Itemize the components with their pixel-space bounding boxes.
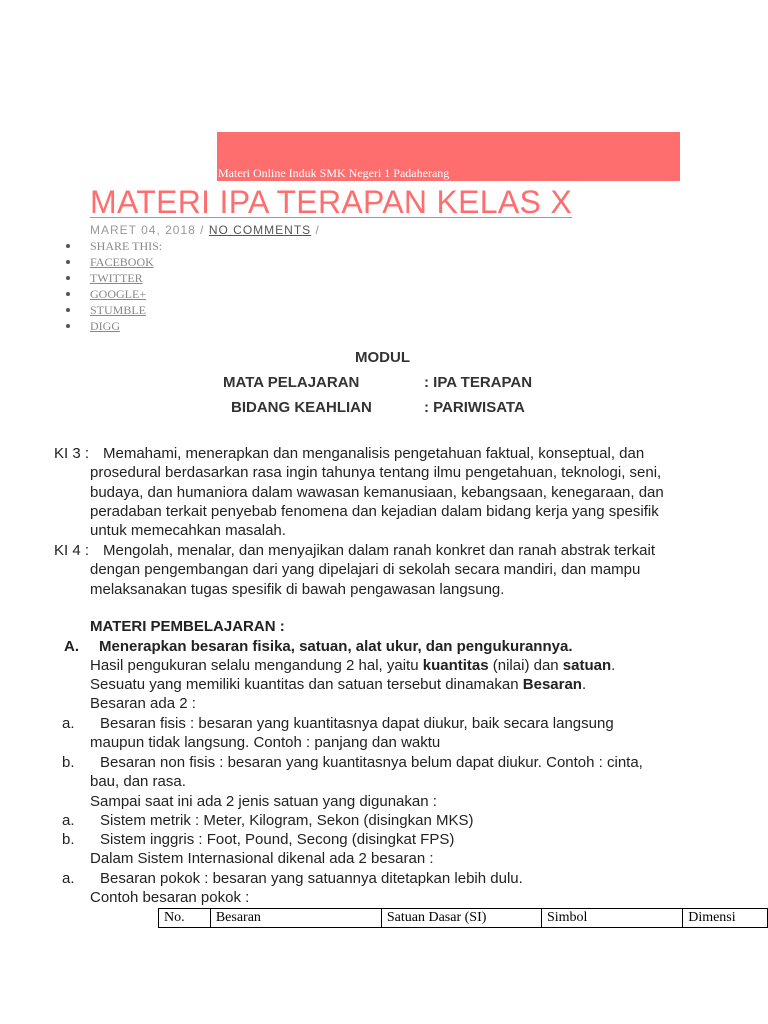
ki4-text: Mengolah, menalar, dan menyajikan dalam ranah konkret dan ranah abstrak terkait dengan pengembangan dari yang dipelajari di sekolah secara mandiri, dan mampu melaksanakan tugas spesifik di bawah pengawasan langsung.	[90, 542, 655, 598]
table-header-simbol: Simbol	[541, 909, 682, 928]
besaran-paragraph: Sesuatu yang memiliki kuantitas dan satuan tersebut dinamakan Besaran.	[90, 676, 587, 693]
share-twitter[interactable]	[62, 270, 162, 286]
meta-separator: /	[195, 223, 209, 237]
materi-heading: MATERI PEMBELAJARAN :	[90, 618, 285, 635]
share-digg[interactable]	[62, 318, 162, 334]
list-marker: a.	[62, 870, 75, 887]
share-facebook[interactable]	[62, 254, 162, 270]
meta-separator-end: /	[311, 223, 320, 237]
list-item-besaran-pokok: Besaran pokok : besaran yang satuannya ditetapkan lebih dulu.	[100, 870, 523, 887]
ki3-text: Memahami, menerapkan dan menganalisis pengetahuan faktual, konseptual, dan prosedural berdasarkan rasa ingin tahunya tentang ilmu pengetahuan, teknologi, seni, budaya, dan humaniora dalam wawasan kemanusiaan, kebangsaan, kenegaraan, dan peradaban terkait penyebab fenomena dan kejadian dalam bidang kerja yang spesifik untuk memecahkan masalah.	[90, 445, 664, 540]
share-list	[62, 238, 162, 334]
digg-link[interactable]: DIGG	[90, 319, 120, 333]
facebook-link[interactable]: FACEBOOK	[90, 255, 154, 269]
table-header-dimensi: Dimensi	[683, 909, 768, 928]
list-item-metrik: Sistem metrik : Meter, Kilogram, Sekon (disingkan MKS)	[100, 812, 474, 829]
field-value: : PARIWISATA	[424, 399, 525, 416]
page-title[interactable]: MATERI IPA TERAPAN KELAS X	[90, 184, 573, 220]
twitter-link[interactable]: TWITTER	[90, 271, 143, 285]
satuan-paragraph: Sampai saat ini ada 2 jenis satuan yang digunakan :	[90, 793, 437, 810]
section-a-title: Menerapkan besaran fisika, satuan, alat ukur, dan pengukurannya.	[99, 638, 573, 655]
table-header-satuan: Satuan Dasar (SI)	[381, 909, 541, 928]
table-header-row	[159, 909, 768, 928]
table-header-besaran: Besaran	[210, 909, 381, 928]
besaran-count: Besaran ada 2 :	[90, 695, 196, 712]
list-item-besaran-non-fisis: Besaran non fisis : besaran yang kuantitasnya belum dapat diukur. Contoh : cinta, bau, dan rasa.	[90, 754, 643, 791]
units-table	[158, 908, 768, 928]
module-heading: MODUL	[355, 349, 410, 366]
list-item-besaran-fisis: Besaran fisis : besaran yang kuantitasnya dapat diukur, baik secara langsung maupun tidak langsung. Contoh : panjang dan waktu	[90, 715, 614, 752]
contoh-paragraph: Contoh besaran pokok :	[90, 889, 250, 906]
share-stumble[interactable]	[62, 302, 162, 318]
googleplus-link[interactable]: GOOGLE+	[90, 287, 147, 301]
section-a-marker: A.	[64, 638, 79, 655]
subject-value: : IPA TERAPAN	[424, 374, 533, 391]
subject-label: MATA PELAJARAN	[223, 374, 360, 391]
field-label: BIDANG KEAHLIAN	[231, 399, 372, 416]
stumble-link[interactable]: STUMBLE	[90, 303, 147, 317]
site-name[interactable]: Materi Online Induk SMK Negeri 1 Padaherang	[218, 166, 450, 180]
ki4-label: KI 4 :	[54, 542, 90, 559]
list-marker: a.	[62, 715, 75, 732]
list-marker: b.	[62, 831, 75, 848]
post-meta	[90, 223, 320, 237]
list-marker: a.	[62, 812, 75, 829]
share-label: SHARE THIS:	[62, 238, 162, 254]
table-header-no: No.	[159, 909, 211, 928]
comments-link[interactable]: NO COMMENTS	[208, 223, 312, 237]
si-paragraph: Dalam Sistem Internasional dikenal ada 2 besaran :	[90, 850, 434, 867]
ki3-label: KI 3 :	[54, 445, 90, 462]
share-googleplus[interactable]	[62, 286, 162, 302]
list-item-inggris: Sistem inggris : Foot, Pound, Secong (disingkat FPS)	[100, 831, 455, 848]
list-marker: b.	[62, 754, 75, 771]
measurement-paragraph: Hasil pengukuran selalu mengandung 2 hal, yaitu kuantitas (nilai) dan satuan.	[90, 657, 616, 674]
post-date: MARET 04, 2018	[90, 223, 196, 237]
